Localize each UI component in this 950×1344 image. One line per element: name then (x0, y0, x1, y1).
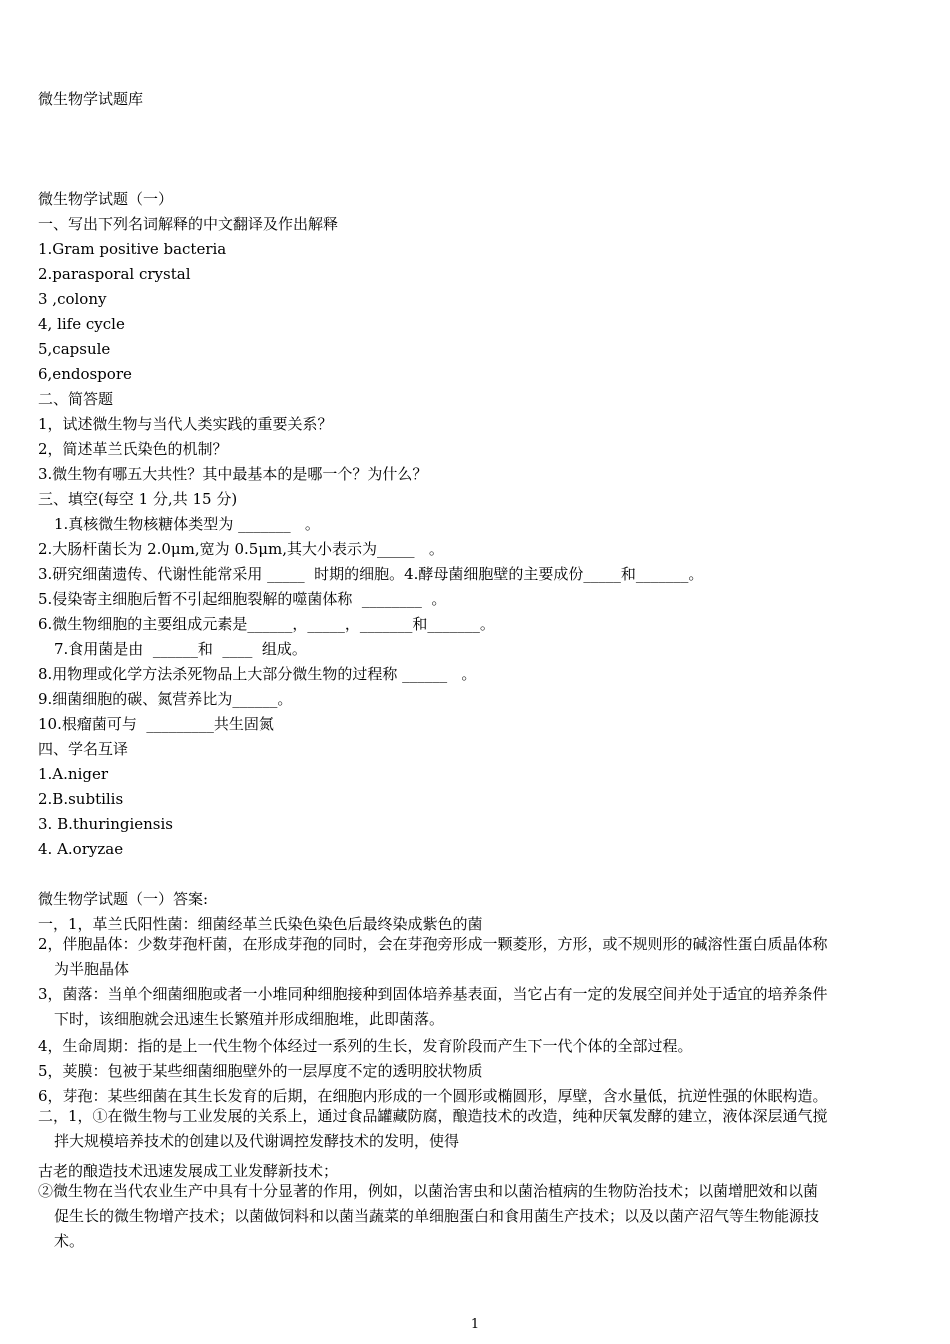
answer-line: 促生长的微生物增产技术；以菌做饲料和以菌当蔬菜的单细胞蛋白和食用菌生产技术；以及以菌产沼气等生物能源技 (54, 1207, 820, 1225)
question-item: 3.微生物有哪五大共性？其中最基本的是哪一个？为什么？ (38, 465, 428, 483)
answer-paragraph (38, 982, 918, 1032)
fill-blank-item: 2.大肠杆菌长为 2.0μm,宽为 0.5μm,其大小表示为_____ 。 (38, 540, 444, 558)
answer-paragraph: 6，芽孢：某些细菌在其生长发育的后期，在细胞内形成的一个圆形或椭圆形，厚壁，含水量低，抗逆性强的休眠构造。 (38, 1087, 828, 1105)
term-item: 1.Gram positive bacteria (38, 240, 227, 258)
exam-title: 微生物学试题（一） (38, 190, 174, 208)
question-item: 2，简述革兰氏染色的机制？ (38, 440, 228, 458)
answer-line: 下时，该细胞就会迅速生长繁殖并形成细胞堆，此即菌落。 (54, 1010, 445, 1028)
answer-paragraph: 一，1，革兰氏阳性菌：细菌经革兰氏染色染色后最终染成紫色的菌 (38, 915, 483, 933)
species-item: 1.A.niger (38, 765, 109, 783)
answer-line: 术。 (54, 1232, 85, 1250)
answer-paragraph (38, 1104, 918, 1154)
term-item: 6,endospore (38, 365, 132, 383)
species-item: 3. B.thuringiensis (38, 815, 173, 833)
answer-line: 二，1，①在微生物与工业发展的关系上，通过食品罐藏防腐，酿造技术的改造，纯种厌氧发酵的建立，液体深层通气搅 (38, 1107, 828, 1125)
section2-heading: 二、简答题 (38, 390, 114, 408)
document-title: 微生物学试题库 (38, 90, 144, 108)
answer-line: 为半胞晶体 (54, 960, 130, 978)
section4-heading: 四、学名互译 (38, 740, 129, 758)
answer-line: ②微生物在当代农业生产中具有十分显著的作用，例如，以菌治害虫和以菌治植病的生物防治技术；以菌增肥效和以菌 (38, 1182, 819, 1200)
term-item: 3 ,colony (38, 290, 107, 308)
answers-heading: 微生物学试题（一）答案: (38, 890, 209, 908)
answer-line: 2，伴胞晶体：少数芽孢杆菌，在形成芽孢的同时，会在芽孢旁形成一颗菱形，方形，或不规则形的碱溶性蛋白质晶体称 (38, 935, 828, 953)
answer-line: 古老的酿造技术迅速发展成工业发酵新技术； (38, 1162, 339, 1180)
answer-line: 拌大规模培养技术的创建以及代谢调控发酵技术的发明，使得 (54, 1132, 460, 1150)
section1-heading: 一、写出下列名词解释的中文翻译及作出解释 (38, 215, 339, 233)
answer-line: 3，菌落：当单个细菌细胞或者一小堆同种细胞接种到固体培养基表面，当它占有一定的发展空间并处于适宜的培养条件 (38, 985, 828, 1003)
section3-heading: 三、填空(每空 1 分,共 15 分) (38, 490, 238, 508)
fill-blank-item: 7.食用菌是由 ______和 ____ 组成。 (54, 640, 307, 658)
question-item: 1，试述微生物与当代人类实践的重要关系？ (38, 415, 333, 433)
species-item: 2.B.subtilis (38, 790, 124, 808)
answer-paragraph (38, 1179, 918, 1254)
term-item: 4, life cycle (38, 315, 125, 333)
answer-paragraph: 5，荚膜：包被于某些细菌细胞壁外的一层厚度不定的透明胶状物质 (38, 1062, 483, 1080)
fill-blank-item: 9.细菌细胞的碳、氮营养比为______。 (38, 690, 293, 708)
answer-paragraph (38, 932, 918, 982)
fill-blank-item: 1.真核微生物核糖体类型为 _______ 。 (54, 515, 320, 533)
page-number: 1 (470, 1317, 480, 1332)
fill-blank-item: 8.用物理或化学方法杀死物品上大部分微生物的过程称 ______ 。 (38, 665, 477, 683)
fill-blank-item: 5.侵染寄主细胞后暂不引起细胞裂解的噬菌体称 ________ 。 (38, 590, 447, 608)
species-item: 4. A.oryzae (38, 840, 124, 858)
term-item: 2.parasporal crystal (38, 265, 191, 283)
fill-blank-item: 3.研究细菌遗传、代谢性能常采用 _____ 时期的细胞。4.酵母菌细胞壁的主要成份_____和_______。 (38, 565, 704, 583)
fill-blank-item: 10.根瘤菌可与 _________共生固氮 (38, 715, 274, 733)
answer-paragraph: 4，生命周期：指的是上一代生物个体经过一系列的生长，发育阶段而产生下一代个体的全部过程。 (38, 1037, 693, 1055)
fill-blank-item: 6.微生物细胞的主要组成元素是______，_____，_______和_______。 (38, 615, 495, 633)
term-item: 5,capsule (38, 340, 111, 358)
